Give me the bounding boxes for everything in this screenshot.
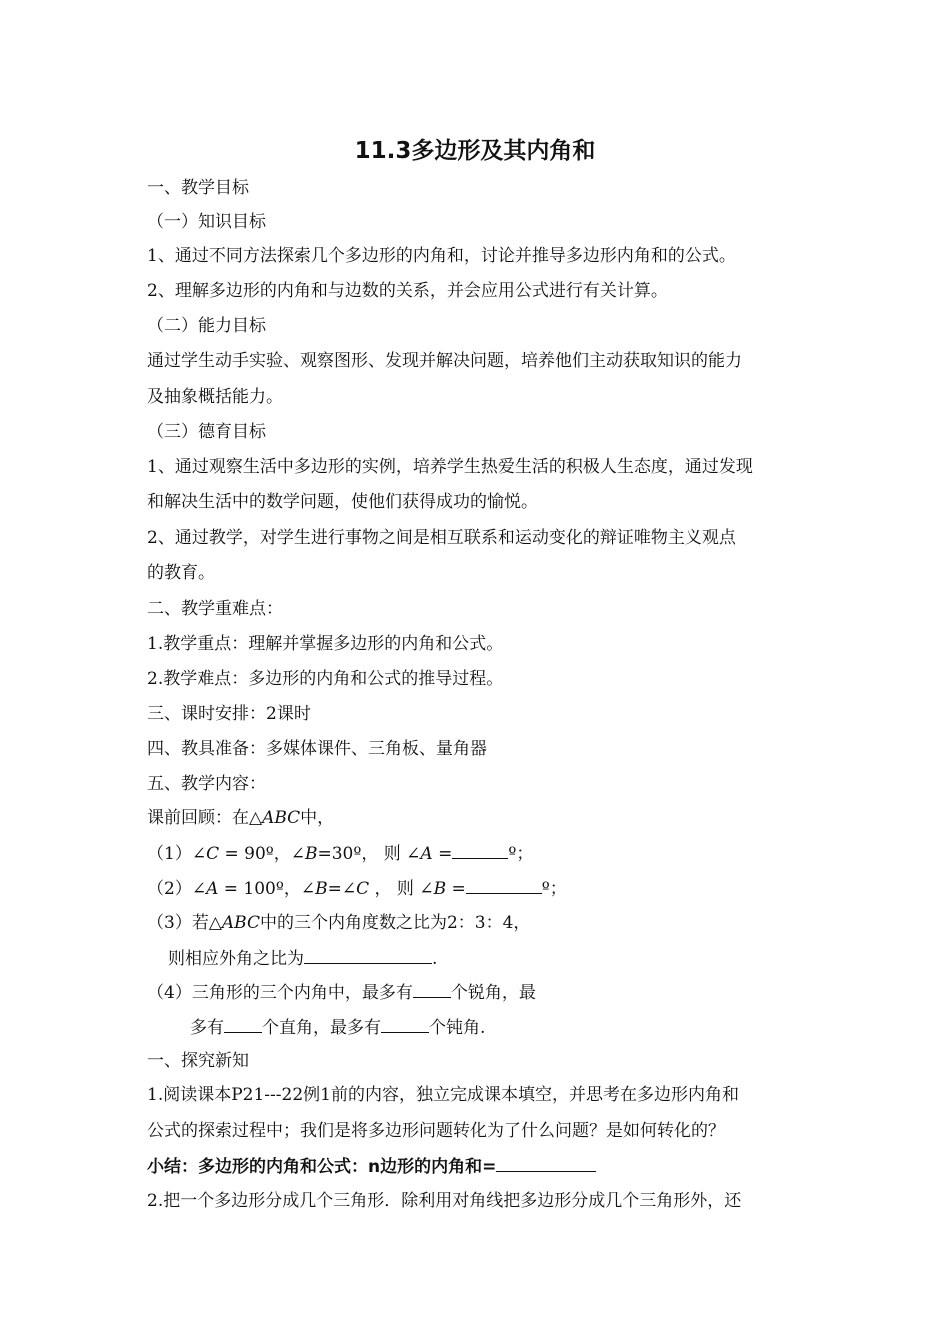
answer-blank[interactable] (304, 947, 432, 964)
paragraph: 1.阅读课本P21---22例1前的内容，独立完成课本填空，并思考在多边形内角和 (147, 1085, 739, 1105)
question-3: （3）若△ABC中的三个内角度数之比为2：3：4， (147, 913, 531, 933)
question-4: （4）三角形的三个内角中，最多有 个锐角，最 (147, 983, 536, 1003)
subheading-moral: （三）德育目标 (147, 422, 266, 442)
section-heading-explore: 一、探究新知 (147, 1051, 249, 1071)
paragraph: 2、理解多边形的内角和与边数的关系，并会应用公式进行有关计算。 (147, 281, 668, 301)
paragraph: 通过学生动手实验、观察图形、发现并解决问题，培养他们主动获取知识的能力 (147, 351, 742, 371)
question-4-continued: 多有 个直角，最多有 个钝角. (190, 1018, 486, 1038)
paragraph: 和解决生活中的数学问题，使他们获得成功的愉悦。 (147, 492, 538, 512)
answer-blank[interactable] (496, 1155, 596, 1172)
question-1: （1）∠C = 90º，∠B=30º， 则 ∠A = º； (147, 844, 534, 864)
question-3-continued: 则相应外角之比为 . (168, 949, 438, 969)
answer-blank[interactable] (381, 1016, 429, 1033)
subheading-knowledge: （一）知识目标 (147, 212, 266, 232)
section-heading-tools: 四、教具准备：多媒体课件、三角板、量角器 (147, 739, 487, 759)
paragraph: 1.教学重点：理解并掌握多边形的内角和公式。 (147, 634, 504, 654)
section-heading-schedule: 三、课时安排：2课时 (147, 704, 311, 724)
section-heading-content: 五、教学内容： (147, 774, 266, 794)
page-title: 11.3多边形及其内角和 (354, 138, 596, 164)
review-intro: 课前回顾：在△ABC中， (147, 808, 335, 828)
summary-line: 小结：多边形的内角和公式：n边形的内角和= (147, 1155, 596, 1178)
paragraph: 公式的探索过程中；我们是将多边形问题转化为了什么问题？是如何转化的？ (147, 1121, 725, 1141)
paragraph: 1、通过观察生活中多边形的实例，培养学生热爱生活的积极人生态度，通过发现 (147, 457, 753, 477)
paragraph: 及抽象概括能力。 (147, 387, 283, 407)
paragraph: 的教育。 (147, 563, 215, 583)
question-2: （2）∠A = 100º，∠B=∠C ， 则 ∠B = º； (147, 879, 567, 899)
paragraph: 2.教学难点：多边形的内角和公式的推导过程。 (147, 669, 504, 689)
answer-blank[interactable] (224, 1016, 262, 1033)
paragraph: 1、通过不同方法探索几个多边形的内角和，讨论并推导多边形内角和的公式。 (147, 246, 736, 266)
answer-blank[interactable] (413, 981, 451, 998)
section-heading-key-points: 二、教学重难点： (147, 599, 283, 619)
paragraph: 2.把一个多边形分成几个三角形．除利用对角线把多边形分成几个三角形外，还 (147, 1191, 742, 1211)
section-heading-objectives: 一、教学目标 (147, 178, 249, 198)
answer-blank[interactable] (452, 842, 508, 859)
subheading-ability: （二）能力目标 (147, 316, 266, 336)
paragraph: 2、通过教学，对学生进行事物之间是相互联系和运动变化的辩证唯物主义观点 (147, 528, 736, 548)
answer-blank[interactable] (466, 877, 542, 894)
